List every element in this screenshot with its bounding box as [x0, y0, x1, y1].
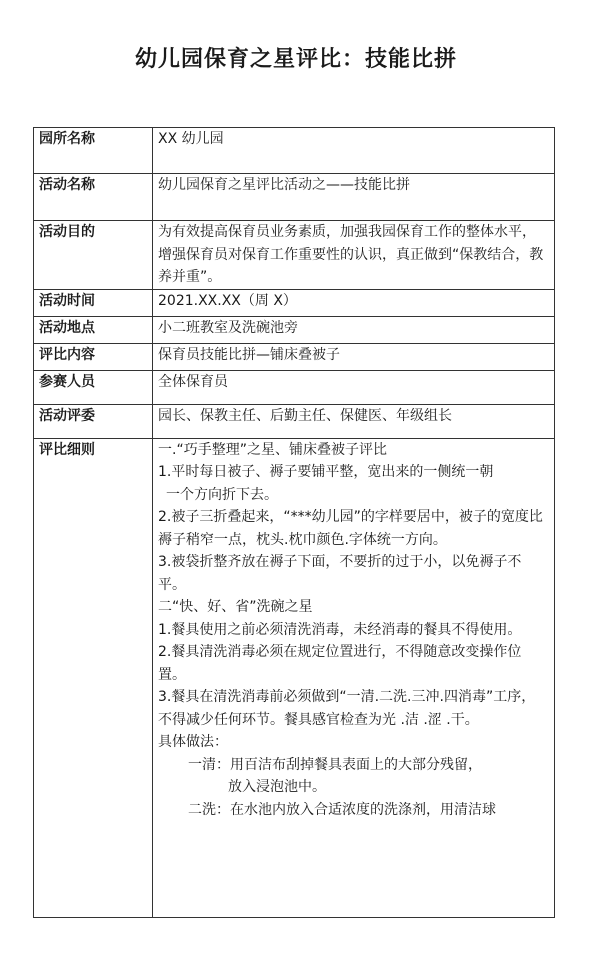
procedure-step-continued: 放入浸泡池中。 [228, 779, 326, 795]
rule-item: 2.被子三折叠起来，“***幼儿园”的字样要居中，被子的宽度比褥子稍窄一点，枕头.枕巾颜色.字体统一方向。 [158, 509, 543, 548]
section-heading: 一.“巧手整理”之星、铺床叠被子评比 [158, 441, 387, 458]
row-value: XX 幼儿园 [153, 128, 555, 174]
activity-form-table [33, 127, 555, 918]
details-cell [153, 438, 555, 917]
row-label: 活动目的 [34, 221, 153, 290]
row-label: 活动名称 [34, 174, 153, 221]
page-title: 幼儿园保育之星评比：技能比拼 [134, 47, 457, 72]
rule-item: 2.餐具清洗消毒必须在规定位置进行，不得随意改变操作位置。 [158, 644, 522, 683]
table-row [34, 289, 555, 316]
rule-item: 3.餐具在清洗消毒前必须做到“一清.二洗.三冲.四消毒”工序，不得减少任何环节。餐具感官检查为光 .洁 .涩 .干。 [158, 689, 536, 728]
row-label: 评比内容 [34, 343, 153, 370]
rule-item: 1.平时每日被子、褥子要铺平整，宽出来的一侧统一朝 [158, 464, 494, 480]
rule-item: 3.被袋折整齐放在褥子下面，不要折的过于小，以免褥子不平。 [158, 554, 522, 593]
table-row [34, 174, 555, 221]
table-row [34, 404, 555, 438]
procedure-step: 一清：用百洁布刮掉餐具表面上的大部分残留， [188, 756, 482, 773]
table-row [34, 128, 555, 174]
row-value: 幼儿园保育之星评比活动之——技能比拼 [153, 174, 555, 221]
row-label: 活动评委 [34, 404, 153, 438]
row-value: 为有效提高保育员业务素质，加强我园保育工作的整体水平，增强保育员对保育工作重要性的认识，真正做到“保教结合，教养并重”。 [153, 221, 555, 290]
table-row [34, 343, 555, 370]
row-value: 2021.XX.XX（周 X） [153, 289, 555, 316]
row-label: 评比细则 [34, 438, 153, 917]
rule-item-continued: 一个方向折下去。 [166, 486, 278, 503]
procedure-step: 二洗：在水池内放入合适浓度的洗涤剂，用清洁球 [188, 801, 496, 818]
table-row [34, 370, 555, 404]
row-value: 园长、保教主任、后勤主任、保健医、年级组长 [153, 404, 555, 438]
row-value: 全体保育员 [153, 370, 555, 404]
table-row [34, 221, 555, 290]
row-label: 园所名称 [34, 128, 153, 174]
row-value: 小二班教室及洗碗池旁 [153, 316, 555, 343]
row-value: 保育员技能比拼—铺床叠被子 [153, 343, 555, 370]
row-label: 活动时间 [34, 289, 153, 316]
table-row [34, 438, 555, 917]
row-label: 参赛人员 [34, 370, 153, 404]
row-label: 活动地点 [34, 316, 153, 343]
section-heading: 二“快、好、省”洗碗之星 [158, 599, 313, 615]
table-row [34, 316, 555, 343]
method-heading: 具体做法： [158, 734, 228, 750]
rule-item: 1.餐具使用之前必须清洗消毒，未经消毒的餐具不得使用。 [158, 621, 522, 638]
